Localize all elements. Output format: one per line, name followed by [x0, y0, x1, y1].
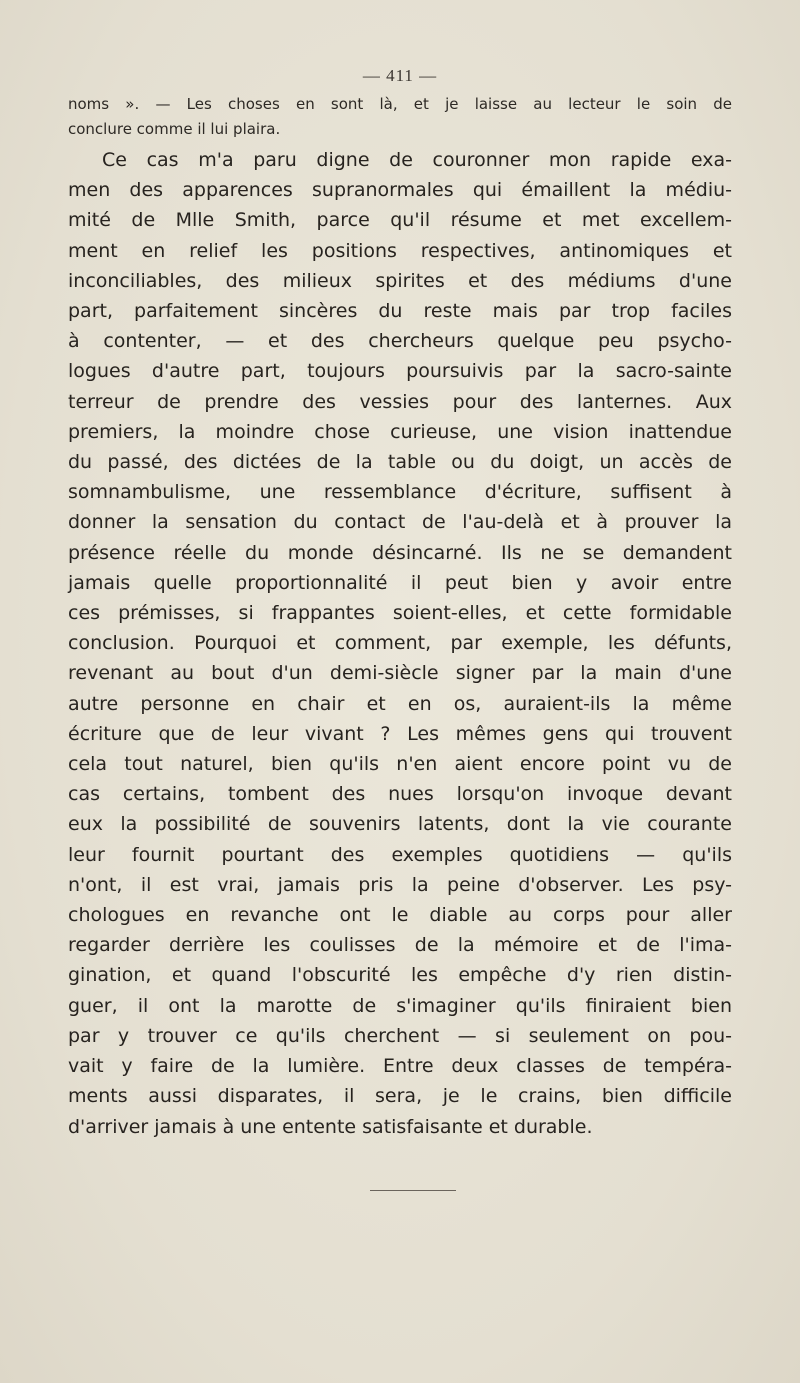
paragraph-line: eux la possibilité de souvenirs latents, dont la vie courante: [68, 813, 732, 836]
paragraph-line: donner la sensation du contact de l'au-delà et à prouver la: [68, 511, 732, 534]
paragraph-line: écriture que de leur vivant ? Les mêmes gens qui trouvent: [68, 722, 732, 745]
paragraph-line: d'arriver jamais à une entente satisfaisante et durable.: [68, 1115, 593, 1138]
lead-line: conclure comme il lui plaira.: [68, 120, 281, 138]
paragraph-line: jamais quelle proportionnalité il peut bien y avoir entre: [68, 571, 732, 594]
paragraph-line: men des apparences supranormales qui émaillent la médiu-: [68, 179, 732, 202]
paragraph-line: à contenter, — et des chercheurs quelque peu psycho-: [68, 330, 732, 353]
paragraph-line: premiers, la moindre chose curieuse, une vision inattendue: [68, 420, 732, 443]
paragraph-line: ces prémisses, si frappantes soient-elles, et cette formidable: [68, 602, 732, 625]
paragraph-line: vait y faire de la lumière. Entre deux classes de tempéra-: [68, 1055, 732, 1078]
paragraph-line: logues d'autre part, toujours poursuivis par la sacro-sainte: [68, 360, 732, 383]
paragraph-line: ment en relief les positions respectives, antinomiques et: [68, 239, 732, 262]
paragraph-line: Ce cas m'a paru digne de couronner mon rapide exa-: [102, 149, 732, 171]
paragraph-line: guer, il ont la marotte de s'imaginer qu'ils finiraient bien: [68, 994, 732, 1017]
paragraph-line: somnambulisme, une ressemblance d'écriture, suffisent à: [68, 481, 732, 504]
lead-line: noms ». — Les choses en sont là, et je laisse au lecteur le soin de: [68, 95, 732, 113]
paragraph-line: ments aussi disparates, il sera, je le crains, bien difficile: [68, 1085, 732, 1108]
page-number: — 411 —: [362, 66, 438, 85]
paragraph-line: regarder derrière les coulisses de la mémoire et de l'ima-: [68, 934, 732, 957]
paragraph-line: mité de Mlle Smith, parce qu'il résume et met excellem-: [68, 209, 732, 232]
main-paragraph: [68, 145, 732, 1142]
paragraph-line: inconciliables, des milieux spirites et des médiums d'une: [68, 269, 732, 292]
section-divider: [370, 1190, 456, 1191]
paragraph-line: cela tout naturel, bien qu'ils n'en aient encore point vu de: [68, 753, 732, 776]
lead-paragraph: [68, 92, 732, 142]
paragraph-line: terreur de prendre des vessies pour des lanternes. Aux: [68, 390, 732, 413]
paragraph-line: présence réelle du monde désincarné. Ils ne se demandent: [68, 541, 732, 564]
paragraph-line: part, parfaitement sincères du reste mais par trop faciles: [68, 300, 732, 323]
paragraph-line: leur fournit pourtant des exemples quotidiens — qu'ils: [68, 843, 732, 866]
paragraph-line: chologues en revanche ont le diable au corps pour aller: [68, 904, 732, 927]
paragraph-line: conclusion. Pourquoi et comment, par exemple, les défunts,: [68, 632, 732, 655]
paragraph-line: autre personne en chair et en os, auraient-ils la même: [68, 692, 732, 715]
paragraph-line: n'ont, il est vrai, jamais pris la peine d'observer. Les psy-: [68, 873, 732, 896]
paragraph-line: par y trouver ce qu'ils cherchent — si seulement on pou-: [68, 1024, 732, 1047]
paragraph-line: cas certains, tombent des nues lorsqu'on invoque devant: [68, 783, 732, 806]
paragraph-line: revenant au bout d'un demi-siècle signer par la main d'une: [68, 662, 732, 685]
paragraph-line: du passé, des dictées de la table ou du doigt, un accès de: [68, 451, 732, 474]
paragraph-line: gination, et quand l'obscurité les empêche d'y rien distin-: [68, 964, 732, 987]
